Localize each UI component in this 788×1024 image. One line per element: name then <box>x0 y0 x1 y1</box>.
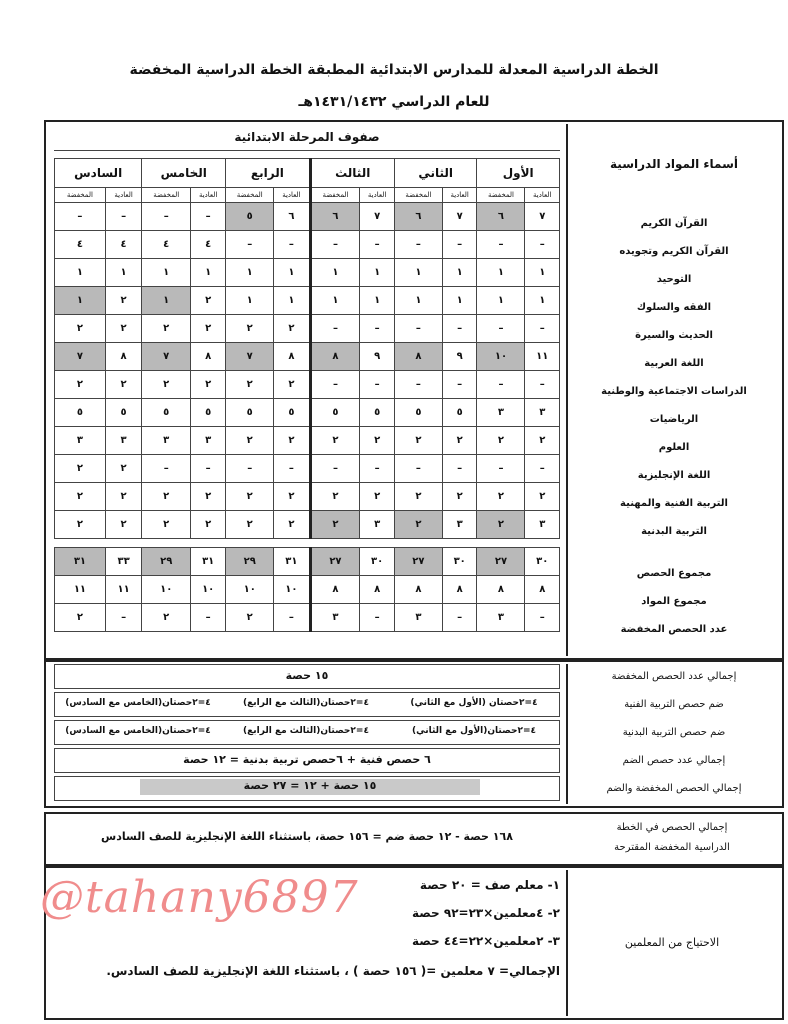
subject-row-cell: – <box>310 455 360 483</box>
subject-row-cell: – <box>226 455 274 483</box>
total-row-cell: ١٠ <box>191 576 226 604</box>
subject-row-cell: ٢ <box>274 483 310 511</box>
subject-row-cell: ٢ <box>477 483 525 511</box>
subject-row-cell: ٨ <box>310 343 360 371</box>
subject-row-cell: – <box>477 315 525 343</box>
total-row-cell: ٨ <box>525 576 560 604</box>
subject-row-cell: – <box>142 455 191 483</box>
total-label: مجموع الحصص <box>636 568 712 579</box>
total-row-cell: ١٠ <box>226 576 274 604</box>
subject-row-cell: – <box>477 455 525 483</box>
total-row-cell: ٣٠ <box>442 548 477 576</box>
subject-row-cell: – <box>525 315 560 343</box>
subject-row-cell: ٢ <box>142 371 191 399</box>
subject-row-cell: ٢ <box>105 315 141 343</box>
subject-row-cell: – <box>105 203 141 231</box>
subject-row-cell: ٢ <box>525 427 560 455</box>
summary-divider <box>566 664 568 804</box>
subject-row-cell: ٣ <box>142 427 191 455</box>
subject-row-cell: ١ <box>191 259 226 287</box>
subject-row-cell: ٢ <box>477 427 525 455</box>
subject-row-cell: – <box>442 315 477 343</box>
subject-row-cell: – <box>525 371 560 399</box>
subject-label: الرياضيات <box>649 414 699 425</box>
watermark: @tahany6897 <box>40 872 359 923</box>
subject-label: الدراسات الاجتماعية والوطنية <box>601 386 747 397</box>
subject-row-cell: ١ <box>310 259 360 287</box>
total-label: مجموع المواد <box>641 596 707 607</box>
subject-row-cell: – <box>274 455 310 483</box>
subject-row-cell: – <box>394 231 442 259</box>
subject-row-cell: ٧ <box>55 343 106 371</box>
grade-header-4: الرابع <box>226 159 310 188</box>
subject-row-cell: ٢ <box>274 315 310 343</box>
subject-row-cell: ٢ <box>360 483 395 511</box>
subject-row-cell: – <box>274 231 310 259</box>
total-row-cell: ٣١ <box>274 548 310 576</box>
subject-row-cell: ٣ <box>525 511 560 539</box>
subject-row-cell: ٢ <box>55 511 106 539</box>
subject-label: التوحيد <box>656 274 692 285</box>
reduced-subheader: المخفضة <box>310 188 360 203</box>
total-row-cell: ٣١ <box>191 548 226 576</box>
reduced-subheader: المخفضة <box>226 188 274 203</box>
subject-label: العلوم <box>658 442 690 453</box>
subject-label: القرآن الكريم وتجويده <box>619 246 729 257</box>
subject-row-cell: ٣ <box>442 511 477 539</box>
total-row-cell: ١١ <box>55 576 106 604</box>
subject-row-cell: ٢ <box>310 483 360 511</box>
subject-row-cell: – <box>310 315 360 343</box>
subject-row-cell: ٢ <box>310 427 360 455</box>
subject-label: التربية البدنية <box>641 526 707 537</box>
stage-header: صفوف المرحلة الابتدائية <box>54 130 560 151</box>
subject-row-cell: ٢ <box>105 455 141 483</box>
teacher-line-1: ١- معلم صف = ٢٠ حصة <box>419 878 560 892</box>
subject-row-cell: ٣ <box>191 427 226 455</box>
subject-row-cell: ٩ <box>360 343 395 371</box>
teachers-divider <box>566 870 568 1016</box>
subject-row-cell: ٨ <box>394 343 442 371</box>
total-row-cell: ٢٧ <box>477 548 525 576</box>
normal-subheader: العادية <box>105 188 141 203</box>
subject-row-cell: ١ <box>142 259 191 287</box>
subject-row-cell: ١١ <box>525 343 560 371</box>
subject-row-cell: ٧ <box>226 343 274 371</box>
subject-row-cell: ١ <box>226 259 274 287</box>
subject-row-cell: ٢ <box>142 315 191 343</box>
total-label: عدد الحصص المخفضة <box>620 624 728 635</box>
subject-row-cell: – <box>394 315 442 343</box>
subject-row-cell: – <box>394 455 442 483</box>
teacher-total: الإجمالي= ٧ معلمين =( ١٥٦ حصة ) ، باستثناء اللغة الإنجليزية للصف السادس. <box>106 964 560 978</box>
subject-row-cell: ١ <box>274 259 310 287</box>
subject-row-cell: ١ <box>477 259 525 287</box>
subject-row-cell: ١ <box>442 287 477 315</box>
normal-subheader: العادية <box>191 188 226 203</box>
subject-row-cell: ٧ <box>142 343 191 371</box>
teacher-line-3: ٣- ٢معلمين×٢٢=٤٤ حصة <box>411 934 560 948</box>
total-row-cell: ٣١ <box>55 548 106 576</box>
subject-row-cell: ٢ <box>310 511 360 539</box>
subject-row-cell: ٢ <box>394 483 442 511</box>
subject-row-cell: ٥ <box>442 399 477 427</box>
subject-label: اللغة العربية <box>644 358 704 369</box>
subject-row-cell: ٥ <box>226 399 274 427</box>
section-spacer <box>55 539 560 548</box>
reduced-subheader: المخفضة <box>394 188 442 203</box>
subject-row-cell: – <box>310 371 360 399</box>
total-row-cell: – <box>360 604 395 632</box>
subject-row-cell: ٢ <box>226 371 274 399</box>
subject-row-cell: ١٠ <box>477 343 525 371</box>
subject-row-cell: ٢ <box>55 483 106 511</box>
subject-row-cell: – <box>477 231 525 259</box>
subject-label: التربية الفنية والمهنية <box>620 498 728 509</box>
subject-row-cell: ٤ <box>55 231 106 259</box>
subject-row-cell: ١ <box>360 287 395 315</box>
document-title: الخطة الدراسية المعدلة للمدارس الابتدائية المطبقة الخطة الدراسية المخفضة <box>129 62 659 78</box>
summary-value: ٤=٢حصتان(الخامس مع السادس) <box>65 698 211 708</box>
subject-row-cell: ١ <box>55 287 106 315</box>
total-row-cell: ٨ <box>310 576 360 604</box>
subject-row-cell: ٢ <box>191 287 226 315</box>
subject-row-cell: ١ <box>394 287 442 315</box>
subject-row-cell: ١ <box>477 287 525 315</box>
total-row-cell: ١١ <box>105 576 141 604</box>
reduced-subheader: المخفضة <box>142 188 191 203</box>
teachers-label: الاحتياج من المعلمين <box>624 936 720 949</box>
summary-label: إجمالي عدد الحصص المخفضة <box>611 671 737 682</box>
subject-row-cell: ٥ <box>274 399 310 427</box>
subject-row-cell: ٢ <box>55 315 106 343</box>
normal-subheader: العادية <box>360 188 395 203</box>
subject-label: الفقه والسلوك <box>636 302 712 313</box>
subject-row-cell: ٥ <box>394 399 442 427</box>
subject-row-cell: – <box>226 231 274 259</box>
subject-row-cell: – <box>191 203 226 231</box>
total-row-cell: – <box>274 604 310 632</box>
subject-row-cell: ٢ <box>226 483 274 511</box>
total-row-cell: ١٠ <box>142 576 191 604</box>
subject-row-cell: ٦ <box>394 203 442 231</box>
subject-row-cell: ٣ <box>55 427 106 455</box>
subject-row-cell: ٨ <box>105 343 141 371</box>
subject-row-cell: ٤ <box>142 231 191 259</box>
subject-row-cell: ٥ <box>310 399 360 427</box>
subject-row-cell: ٣ <box>477 399 525 427</box>
subject-label: الحديث والسيرة <box>635 330 713 341</box>
subject-row-cell: – <box>442 231 477 259</box>
subject-row-cell: ٢ <box>477 511 525 539</box>
subject-row-cell: ١ <box>55 259 106 287</box>
summary-label: ضم حصص التربية البدنية <box>622 727 726 738</box>
subject-row-cell: ٢ <box>226 511 274 539</box>
subject-row-cell: ٢ <box>226 315 274 343</box>
teacher-line-2: ٢- ٤معلمين×٢٣=٩٢ حصة <box>411 906 560 920</box>
subject-row-cell: ٢ <box>442 427 477 455</box>
total-row-cell: ٢٧ <box>394 548 442 576</box>
subject-row-cell: ٢ <box>191 371 226 399</box>
subject-row-cell: ٢ <box>274 427 310 455</box>
subject-row-cell: ٢ <box>394 427 442 455</box>
subject-row-cell: ١ <box>142 287 191 315</box>
subject-row-cell: ٢ <box>105 371 141 399</box>
normal-subheader: العادية <box>525 188 560 203</box>
subject-row-cell: ٣ <box>525 399 560 427</box>
total-row-cell: ٣٠ <box>360 548 395 576</box>
grade-header-6: السادس <box>55 159 142 188</box>
subject-row-cell: ١ <box>360 259 395 287</box>
total-row-cell: ٣ <box>394 604 442 632</box>
subject-row-cell: ١ <box>274 287 310 315</box>
total-row-cell: – <box>105 604 141 632</box>
subject-row-cell: ٥ <box>142 399 191 427</box>
subject-row-cell: ٣ <box>360 511 395 539</box>
summary-value: ٤=٢حصتان(الخامس مع السادس) <box>65 726 211 736</box>
summary-value: ٤=٢حصتان(الأول مع الثاني) <box>411 726 537 736</box>
proposed-label-2: الدراسية المخفضة المقترحة <box>614 842 730 853</box>
subject-row-cell: ٢ <box>105 511 141 539</box>
subject-row-cell: ٥ <box>55 399 106 427</box>
subject-row-cell: – <box>442 371 477 399</box>
summary-value: ٤=٢حصتان(الثالث مع الرابع) <box>243 726 369 736</box>
normal-subheader: العادية <box>274 188 310 203</box>
proposed-label-1: إجمالي الحصص في الخطة <box>616 822 728 833</box>
subject-row-cell: ٢ <box>191 315 226 343</box>
summary-value: ٤=٢حصتان (الأول مع الثاني) <box>410 698 538 708</box>
subject-row-cell: ١ <box>442 259 477 287</box>
subject-row-cell: ٢ <box>274 371 310 399</box>
reduced-subheader: المخفضة <box>55 188 106 203</box>
subject-row-cell: – <box>55 203 106 231</box>
summary-label: إجمالي عدد حصص الضم <box>622 755 726 766</box>
grade-header-5: الخامس <box>142 159 226 188</box>
reduced-subheader: المخفضة <box>477 188 525 203</box>
subject-row-cell: ٨ <box>191 343 226 371</box>
subject-row-cell: – <box>191 455 226 483</box>
subject-row-cell: ١ <box>525 287 560 315</box>
summary-label: إجمالي الحصص المخفضة والضم <box>606 783 742 794</box>
summary-value: ١٥ حصة + ١٢ = ٢٧ حصة <box>140 779 480 795</box>
proposed-value: ١٦٨ حصة - ١٢ حصة ضم = ١٥٦ حصة، باستثناء اللغة الإنجليزية للصف السادس <box>101 830 513 843</box>
subject-row-cell: – <box>442 455 477 483</box>
subject-row-cell: ٢ <box>525 483 560 511</box>
grade-header-3: الثالث <box>310 159 394 188</box>
subject-row-cell: ٦ <box>274 203 310 231</box>
subject-row-cell: ٣ <box>105 427 141 455</box>
total-row-cell: ٨ <box>394 576 442 604</box>
subject-row-cell: ٤ <box>191 231 226 259</box>
subject-row-cell: – <box>525 231 560 259</box>
subject-row-cell: ٢ <box>142 511 191 539</box>
subject-row-cell: – <box>394 371 442 399</box>
grades-table <box>54 158 560 632</box>
total-row-cell: – <box>191 604 226 632</box>
subject-row-cell: ١ <box>105 259 141 287</box>
subject-row-cell: – <box>360 315 395 343</box>
subject-label: اللغة الإنجليزية <box>637 470 711 481</box>
academic-year: للعام الدراسي ١٤٣١/١٤٣٢هـ <box>298 94 490 110</box>
subject-row-cell: ٥ <box>191 399 226 427</box>
subject-row-cell: ٢ <box>55 371 106 399</box>
total-row-cell: ٢ <box>142 604 191 632</box>
subject-row-cell: – <box>525 455 560 483</box>
subject-row-cell: ٢ <box>360 427 395 455</box>
subject-row-cell: ٢ <box>191 511 226 539</box>
summary-label: ضم حصص التربية الفنية <box>624 699 724 710</box>
total-row-cell: ٣٣ <box>105 548 141 576</box>
total-row-cell: ١٠ <box>274 576 310 604</box>
subject-row-cell: ٢ <box>442 483 477 511</box>
subjects-header: أسماء المواد الدراسية <box>610 157 738 171</box>
total-row-cell: ٢ <box>55 604 106 632</box>
subject-row-cell: ٧ <box>525 203 560 231</box>
total-row-cell: ٢ <box>226 604 274 632</box>
subject-row-cell: ٥ <box>226 203 274 231</box>
subject-row-cell: ٧ <box>360 203 395 231</box>
total-row-cell: ٨ <box>442 576 477 604</box>
subject-row-cell: ٢ <box>55 455 106 483</box>
subject-row-cell: ٢ <box>226 427 274 455</box>
subject-row-cell: ٨ <box>274 343 310 371</box>
total-row-cell: ٣ <box>477 604 525 632</box>
subject-row-cell: ٦ <box>310 203 360 231</box>
summary-value: ٦ حصص فنية + ٦حصص تربية بدنية = ١٢ حصة <box>183 753 431 766</box>
subject-row-cell: ٩ <box>442 343 477 371</box>
subject-row-cell: ١ <box>226 287 274 315</box>
normal-subheader: العادية <box>442 188 477 203</box>
total-row-cell: – <box>525 604 560 632</box>
subject-row-cell: ٢ <box>142 483 191 511</box>
grade-header-2: الثاني <box>394 159 477 188</box>
total-row-cell: ٢٧ <box>310 548 360 576</box>
subject-row-cell: – <box>360 455 395 483</box>
subject-row-cell: ٧ <box>442 203 477 231</box>
subject-row-cell: ١ <box>394 259 442 287</box>
subject-row-cell: – <box>310 231 360 259</box>
subject-label: القرآن الكريم <box>640 218 708 229</box>
subject-row-cell: ٢ <box>105 287 141 315</box>
total-row-cell: ٣٠ <box>525 548 560 576</box>
total-row-cell: ٨ <box>360 576 395 604</box>
subject-row-cell: – <box>360 231 395 259</box>
subject-row-cell: – <box>360 371 395 399</box>
subject-row-cell: ٢ <box>274 511 310 539</box>
total-row-cell: ٨ <box>477 576 525 604</box>
subject-row-cell: ٢ <box>105 483 141 511</box>
total-row-cell: – <box>442 604 477 632</box>
subject-row-cell: – <box>477 371 525 399</box>
subject-row-cell: ٥ <box>360 399 395 427</box>
total-row-cell: ٢٩ <box>142 548 191 576</box>
subject-row-cell: ١ <box>310 287 360 315</box>
subject-row-cell: ٢ <box>191 483 226 511</box>
grade-header-1: الأول <box>477 159 560 188</box>
subject-row-cell: ٦ <box>477 203 525 231</box>
subject-row-cell: ٥ <box>105 399 141 427</box>
total-row-cell: ٢٩ <box>226 548 274 576</box>
subject-row-cell: ١ <box>525 259 560 287</box>
subject-row-cell: ٤ <box>105 231 141 259</box>
summary-value: ٤=٢حصتان(الثالث مع الرابع) <box>243 698 369 708</box>
total-row-cell: ٣ <box>310 604 360 632</box>
subject-row-cell: ٢ <box>394 511 442 539</box>
subject-row-cell: – <box>142 203 191 231</box>
summary-value: ١٥ حصة <box>285 669 329 682</box>
